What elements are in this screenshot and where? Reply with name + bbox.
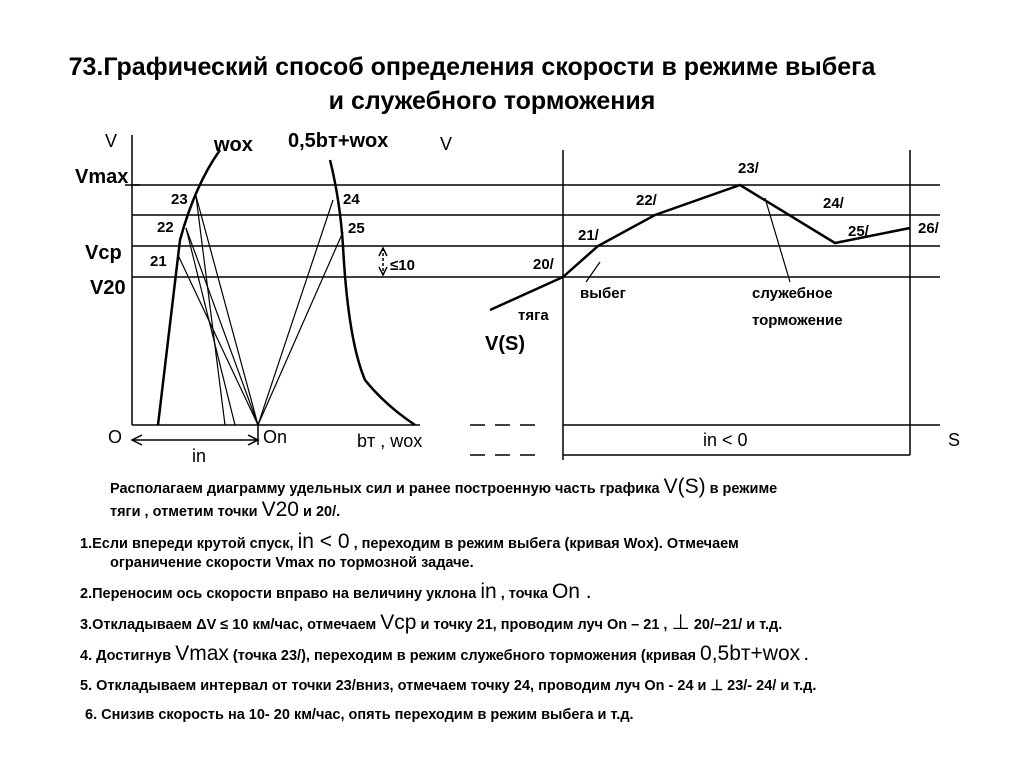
brake-label: 0,5bт+wox [288, 130, 389, 152]
para-0-line-1: Располагаем диаграмму удельных сил и ранее построенную часть графика V(S) в режиме [110, 475, 778, 498]
wox-curve [158, 150, 220, 425]
vcp-label: Vcp [85, 242, 122, 264]
para-5: 5. Откладываем интервал от точки 23/вниз, отмечаем точку 24, проводим луч On - 24 и ⊥ 23/- 24/ и т.д. [80, 678, 817, 694]
rpoint-22: 22/ [636, 192, 657, 209]
x-axis-label: bт , wox [357, 431, 423, 451]
title-line-2: и служебного торможения [328, 87, 656, 115]
rpoint-26: 26/ [918, 220, 939, 237]
coasting-label: выбег [580, 285, 626, 302]
s-axis-label: S [948, 430, 961, 450]
braking-label-2: торможение [752, 312, 843, 329]
in-cond-label: in < 0 [703, 430, 748, 450]
vs-curve [490, 185, 910, 310]
para-6: 6. Снизив скорость на 10- 20 км/час, опять переходим в режим выбега и т.д. [85, 707, 634, 723]
vmax-label: Vmax [75, 166, 129, 188]
para-1-line-1: 1.Если впереди крутой спуск, in < 0 , переходим в режим выбега (кривая Wox). Отмечаем [80, 530, 739, 553]
braking-label-1: служебное [752, 285, 833, 302]
para-4: 4. Достигнув Vmax (точка 23/), переходим в режим служебного торможения (кривая 0,5bт+wox . [80, 642, 809, 665]
para-0-line-2: тяги , отметим точки V20 и 20/. [110, 498, 341, 521]
rpoint-20: 20/ [533, 256, 554, 273]
title-line-1: 73.Графический способ определения скорости в режиме выбега [68, 53, 876, 81]
rpoint-23: 23/ [738, 160, 759, 177]
point-25: 25 [348, 220, 365, 237]
para-3: 3.Откладываем ΔV ≤ 10 км/час, отмечаем Vcp и точку 21, проводим луч On – 21 , ⊥ 20/–21/ и т.д. [80, 611, 783, 634]
delta-label: ≤10 [390, 257, 415, 274]
vs-label: V(S) [485, 333, 525, 355]
point-23: 23 [171, 191, 188, 208]
rpoint-25: 25/ [848, 223, 869, 240]
rpoint-24: 24/ [823, 195, 844, 212]
point-22: 22 [157, 219, 174, 236]
rpoint-21: 21/ [578, 227, 599, 244]
origin-label: O [108, 427, 123, 447]
left-v-label: V [105, 131, 118, 151]
para-2: 2.Переносим ось скорости вправо на величину уклона in , точка On . [80, 580, 592, 603]
right-v-label: V [440, 134, 453, 154]
on-label: On [263, 427, 288, 447]
para-1-line-2: ограничение скорости Vmax по тормозной задаче. [110, 555, 474, 571]
point-21: 21 [150, 253, 167, 270]
wox-label: wox [214, 134, 253, 156]
traction-label: тяга [518, 307, 549, 324]
in-label: in [192, 446, 207, 466]
point-24: 24 [343, 191, 360, 208]
v20-label: V20 [90, 277, 126, 299]
